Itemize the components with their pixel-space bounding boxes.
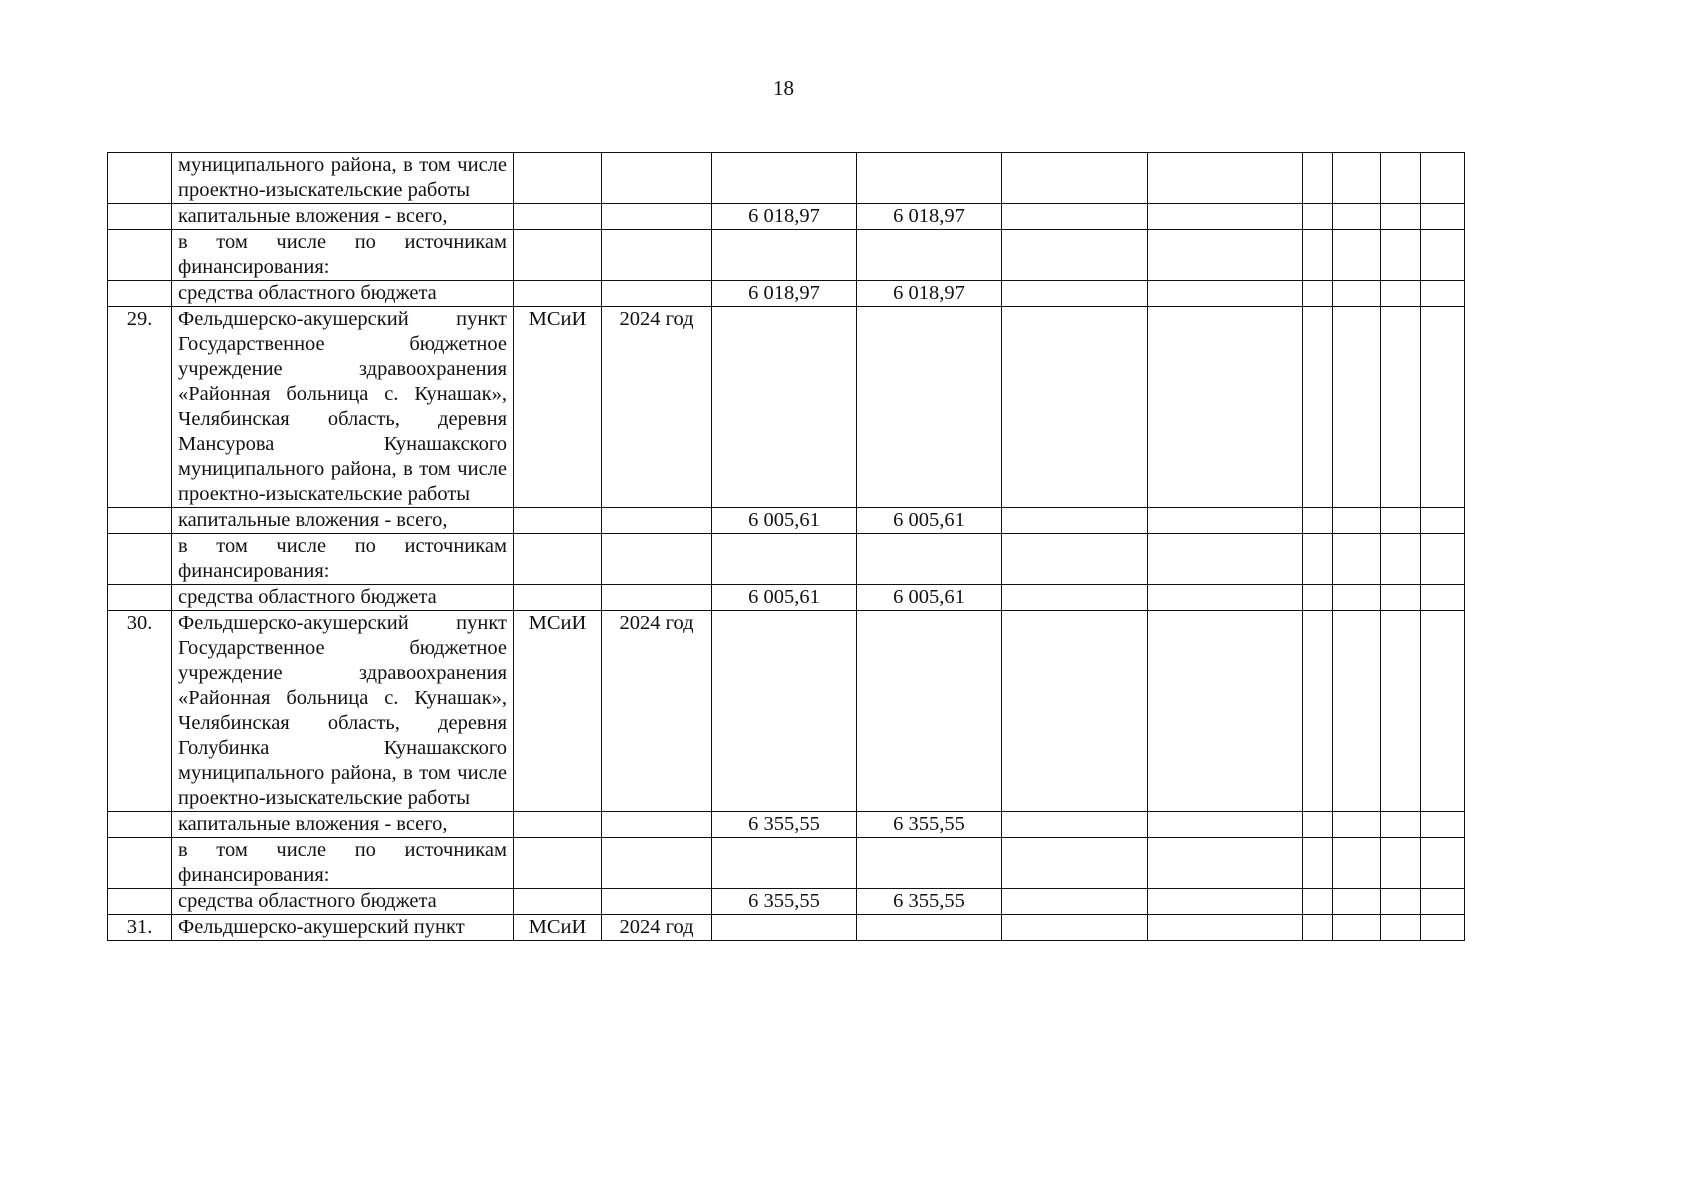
table-row: [108, 611, 1465, 812]
empty-cell: [1002, 585, 1148, 611]
empty-cell: [1381, 204, 1421, 230]
table-row: [108, 915, 1465, 941]
empty-cell: [1002, 838, 1148, 889]
executor-cell: [514, 585, 602, 611]
empty-cell: [1381, 838, 1421, 889]
empty-cell: [1421, 230, 1465, 281]
amount-cell: 6 355,55: [712, 889, 857, 915]
year-cell: 2024 год: [602, 307, 712, 508]
empty-cell: [1002, 812, 1148, 838]
executor-cell: [514, 812, 602, 838]
empty-cell: [1381, 585, 1421, 611]
empty-cell: [1002, 204, 1148, 230]
empty-cell: [1421, 889, 1465, 915]
amount-cell: 6 005,61: [857, 508, 1002, 534]
empty-cell: [1303, 915, 1333, 941]
amount-cell: [857, 838, 1002, 889]
empty-cell: [1303, 812, 1333, 838]
empty-cell: [1421, 534, 1465, 585]
empty-cell: [1303, 585, 1333, 611]
year-cell: [602, 153, 712, 204]
empty-cell: [1381, 153, 1421, 204]
empty-cell: [1333, 585, 1381, 611]
empty-cell: [1002, 915, 1148, 941]
empty-cell: [1148, 534, 1303, 585]
amount-cell: [712, 915, 857, 941]
row-number-cell: [108, 889, 172, 915]
amount-cell: [857, 307, 1002, 508]
table-row: [108, 812, 1465, 838]
row-number-cell: [108, 230, 172, 281]
empty-cell: [1333, 281, 1381, 307]
row-number-cell: [108, 838, 172, 889]
row-number-cell: [108, 204, 172, 230]
empty-cell: [1333, 838, 1381, 889]
row-number-cell: 30.: [108, 611, 172, 812]
amount-cell: 6 018,97: [712, 204, 857, 230]
empty-cell: [1381, 534, 1421, 585]
table-row: [108, 204, 1465, 230]
row-number-cell: [108, 508, 172, 534]
empty-cell: [1421, 153, 1465, 204]
table-body: [108, 153, 1465, 941]
empty-cell: [1421, 281, 1465, 307]
row-number-cell: [108, 534, 172, 585]
amount-cell: [712, 153, 857, 204]
year-cell: [602, 585, 712, 611]
empty-cell: [1303, 889, 1333, 915]
year-cell: [602, 204, 712, 230]
empty-cell: [1421, 611, 1465, 812]
empty-cell: [1148, 153, 1303, 204]
empty-cell: [1381, 307, 1421, 508]
empty-cell: [1148, 915, 1303, 941]
table-row: [108, 508, 1465, 534]
amount-cell: 6 018,97: [857, 281, 1002, 307]
amount-cell: 6 355,55: [857, 812, 1002, 838]
empty-cell: [1148, 889, 1303, 915]
empty-cell: [1333, 534, 1381, 585]
amount-cell: [857, 534, 1002, 585]
executor-cell: [514, 838, 602, 889]
empty-cell: [1421, 915, 1465, 941]
amount-cell: 6 005,61: [712, 585, 857, 611]
object-name-cell: муниципального района, в том числе проектно-изыскательские работы: [172, 153, 514, 204]
empty-cell: [1333, 307, 1381, 508]
year-cell: [602, 281, 712, 307]
amount-cell: [857, 230, 1002, 281]
empty-cell: [1421, 812, 1465, 838]
table-row: [108, 889, 1465, 915]
empty-cell: [1148, 585, 1303, 611]
empty-cell: [1421, 838, 1465, 889]
year-cell: [602, 812, 712, 838]
object-name-cell: средства областного бюджета: [172, 889, 514, 915]
empty-cell: [1421, 204, 1465, 230]
object-name-cell: средства областного бюджета: [172, 281, 514, 307]
executor-cell: МСиИ: [514, 611, 602, 812]
empty-cell: [1002, 307, 1148, 508]
object-name-cell: Фельдшерско-акушерский пункт: [172, 915, 514, 941]
page-number: 18: [773, 76, 794, 100]
empty-cell: [1148, 204, 1303, 230]
empty-cell: [1148, 812, 1303, 838]
table-row: [108, 307, 1465, 508]
empty-cell: [1381, 281, 1421, 307]
executor-cell: [514, 230, 602, 281]
amount-cell: 6 355,55: [712, 812, 857, 838]
empty-cell: [1303, 508, 1333, 534]
empty-cell: [1303, 230, 1333, 281]
amount-cell: [712, 534, 857, 585]
executor-cell: [514, 204, 602, 230]
row-number-cell: [108, 585, 172, 611]
object-name-cell: Фельдшерско-акушерский пункт Государственное бюджетное учреждение здравоохранения «Районная больница с. Кунашак», Челябинская область, деревня Голубинка Кунашакского муниципального района, в том числе проектно-изыскательские работы: [172, 611, 514, 812]
executor-cell: [514, 534, 602, 585]
row-number-cell: [108, 281, 172, 307]
empty-cell: [1333, 508, 1381, 534]
empty-cell: [1381, 230, 1421, 281]
table-row: [108, 838, 1465, 889]
object-name-cell: капитальные вложения - всего,: [172, 508, 514, 534]
empty-cell: [1381, 508, 1421, 534]
empty-cell: [1148, 230, 1303, 281]
empty-cell: [1303, 204, 1333, 230]
empty-cell: [1148, 838, 1303, 889]
executor-cell: МСиИ: [514, 307, 602, 508]
object-name-cell: в том числе по источникам финансирования:: [172, 230, 514, 281]
amount-cell: 6 355,55: [857, 889, 1002, 915]
amount-cell: 6 018,97: [857, 204, 1002, 230]
amount-cell: [857, 915, 1002, 941]
empty-cell: [1333, 611, 1381, 812]
object-name-cell: Фельдшерско-акушерский пункт Государственное бюджетное учреждение здравоохранения «Районная больница с. Кунашак», Челябинская область, деревня Мансурова Кунашакского муниципального района, в том числе проектно-изыскательские работы: [172, 307, 514, 508]
empty-cell: [1421, 307, 1465, 508]
empty-cell: [1303, 281, 1333, 307]
empty-cell: [1002, 611, 1148, 812]
row-number-cell: [108, 153, 172, 204]
amount-cell: 6 005,61: [712, 508, 857, 534]
empty-cell: [1303, 611, 1333, 812]
amount-cell: [712, 230, 857, 281]
empty-cell: [1333, 230, 1381, 281]
empty-cell: [1381, 915, 1421, 941]
row-number-cell: [108, 812, 172, 838]
table-row: [108, 230, 1465, 281]
empty-cell: [1333, 153, 1381, 204]
empty-cell: [1303, 534, 1333, 585]
empty-cell: [1381, 812, 1421, 838]
year-cell: 2024 год: [602, 915, 712, 941]
object-name-cell: капитальные вложения - всего,: [172, 812, 514, 838]
empty-cell: [1381, 611, 1421, 812]
year-cell: [602, 838, 712, 889]
table-row: [108, 281, 1465, 307]
object-name-cell: в том числе по источникам финансирования:: [172, 534, 514, 585]
empty-cell: [1381, 889, 1421, 915]
object-name-cell: капитальные вложения - всего,: [172, 204, 514, 230]
row-number-cell: 29.: [108, 307, 172, 508]
amount-cell: [857, 153, 1002, 204]
empty-cell: [1333, 204, 1381, 230]
year-cell: [602, 534, 712, 585]
amount-cell: [857, 611, 1002, 812]
empty-cell: [1148, 307, 1303, 508]
empty-cell: [1002, 281, 1148, 307]
empty-cell: [1002, 230, 1148, 281]
executor-cell: [514, 281, 602, 307]
empty-cell: [1148, 281, 1303, 307]
table-row: [108, 585, 1465, 611]
year-cell: [602, 230, 712, 281]
amount-cell: [712, 611, 857, 812]
capital-investment-table: [107, 152, 1465, 941]
empty-cell: [1303, 307, 1333, 508]
empty-cell: [1148, 508, 1303, 534]
empty-cell: [1333, 812, 1381, 838]
empty-cell: [1303, 153, 1333, 204]
object-name-cell: в том числе по источникам финансирования:: [172, 838, 514, 889]
row-number-cell: 31.: [108, 915, 172, 941]
amount-cell: [712, 838, 857, 889]
year-cell: [602, 889, 712, 915]
empty-cell: [1002, 534, 1148, 585]
empty-cell: [1148, 611, 1303, 812]
table-row: [108, 153, 1465, 204]
empty-cell: [1002, 508, 1148, 534]
table-row: [108, 534, 1465, 585]
amount-cell: [712, 307, 857, 508]
executor-cell: [514, 153, 602, 204]
amount-cell: 6 018,97: [712, 281, 857, 307]
executor-cell: МСиИ: [514, 915, 602, 941]
empty-cell: [1333, 915, 1381, 941]
empty-cell: [1002, 889, 1148, 915]
empty-cell: [1333, 889, 1381, 915]
empty-cell: [1421, 585, 1465, 611]
amount-cell: 6 005,61: [857, 585, 1002, 611]
executor-cell: [514, 889, 602, 915]
object-name-cell: средства областного бюджета: [172, 585, 514, 611]
empty-cell: [1421, 508, 1465, 534]
empty-cell: [1002, 153, 1148, 204]
year-cell: 2024 год: [602, 611, 712, 812]
empty-cell: [1303, 838, 1333, 889]
executor-cell: [514, 508, 602, 534]
year-cell: [602, 508, 712, 534]
